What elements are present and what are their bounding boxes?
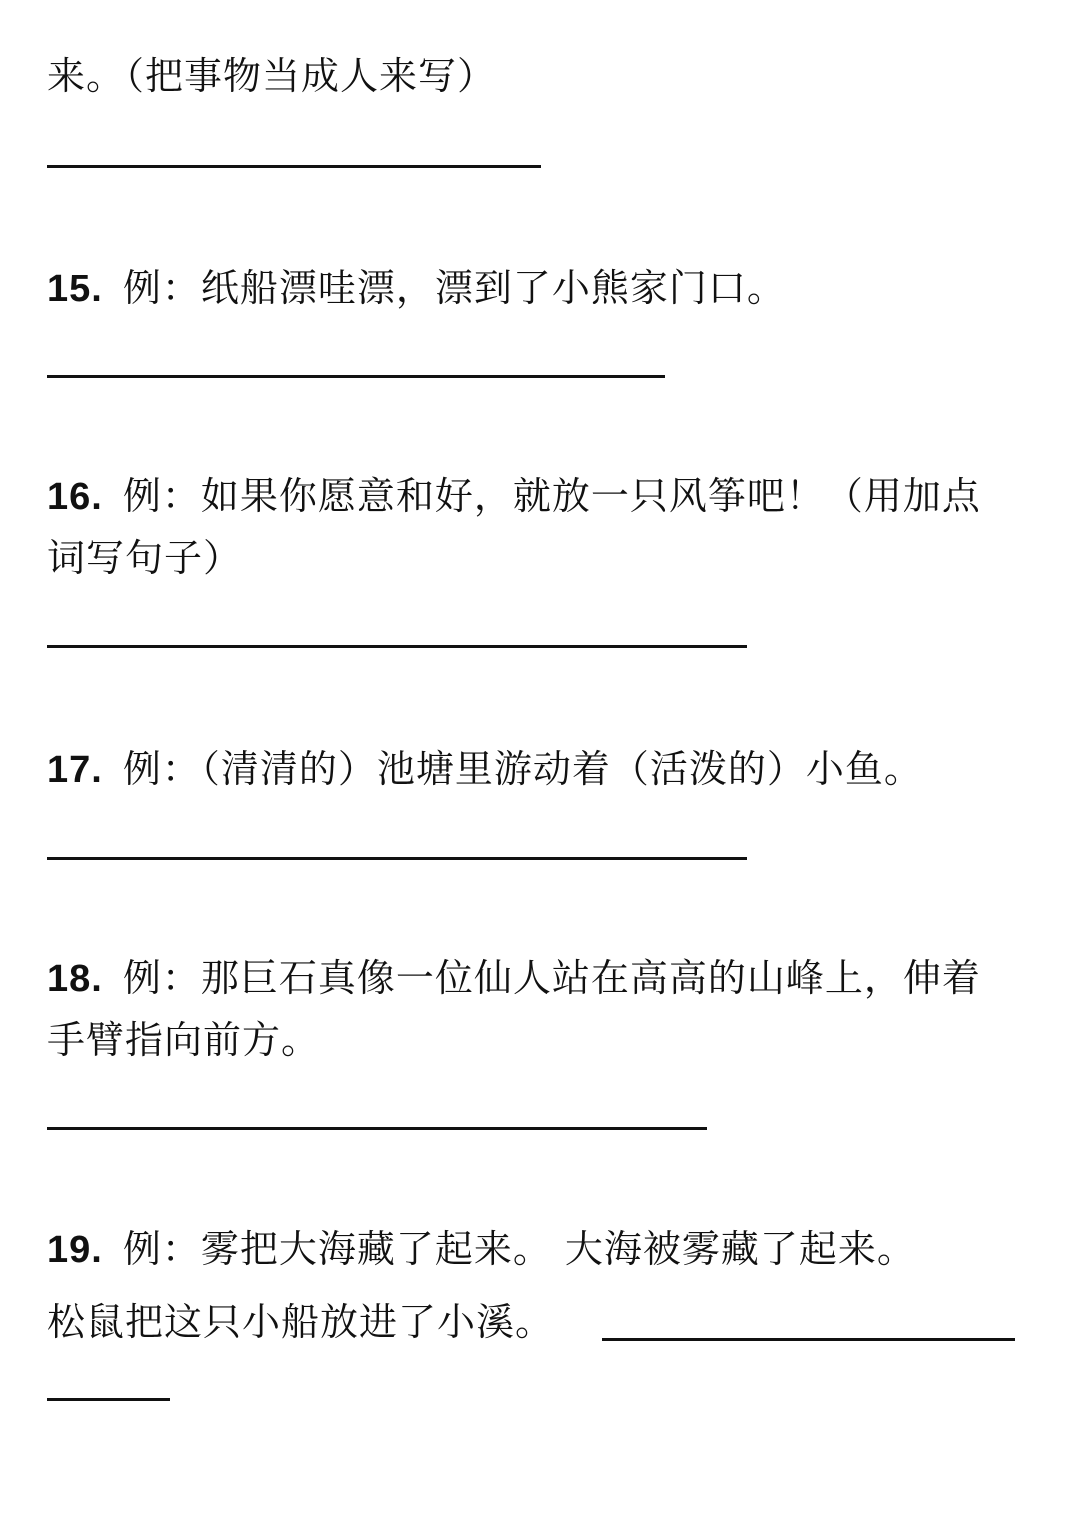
- item-19-text-line-2: [47, 1298, 554, 1346]
- item-18-number: 18.: [47, 958, 103, 1000]
- item-16-text-line-2: [47, 534, 242, 582]
- item-17-text: 例：（清清的）池塘里游动着（活泼的）小鱼。: [122, 747, 923, 791]
- item-16-text-2: 词写句子）: [47, 536, 243, 580]
- item-18-text-2: 手臂指向前方。: [47, 1018, 321, 1062]
- item-16-number: 16.: [47, 476, 103, 518]
- item-19-text-line-1: [47, 1225, 916, 1274]
- item-15-text: 例：纸船漂哇漂，漂到了小熊家门口。: [122, 266, 786, 310]
- item-17-number: 17.: [47, 749, 103, 791]
- item-19-text-1: 例：雾把大海藏了起来。 大海被雾藏了起来。: [122, 1227, 916, 1271]
- item-16-text-line-1: [47, 472, 981, 521]
- item-18-text-line-2: [47, 1016, 320, 1064]
- item-19-answer-line-1[interactable]: [602, 1338, 1015, 1341]
- item-18-text-line-1: [47, 954, 981, 1003]
- item-15-number: 15.: [47, 268, 103, 310]
- item-17-answer-line[interactable]: [47, 857, 747, 860]
- item-15-answer-line[interactable]: [47, 375, 665, 378]
- item-15-text-line-1: [47, 264, 786, 313]
- item-14-text-line-1: [47, 52, 496, 100]
- item-18-text-1: 例：那巨石真像一位仙人站在高高的山峰上，伸着: [122, 956, 981, 1000]
- item-16-text-1: 例：如果你愿意和好，就放一只风筝吧！（用加点: [122, 474, 981, 518]
- item-19-number: 19.: [47, 1229, 103, 1271]
- item-19-answer-line-2[interactable]: [47, 1398, 170, 1401]
- item-16-answer-line[interactable]: [47, 645, 747, 648]
- item-18-answer-line[interactable]: [47, 1127, 707, 1130]
- item-14-text: 来。（把事物当成人来写）: [47, 54, 497, 98]
- item-19-text-2: 松鼠把这只小船放进了小溪。: [47, 1300, 555, 1344]
- item-14-answer-line[interactable]: [47, 165, 541, 168]
- item-17-text-line-1: [47, 745, 923, 794]
